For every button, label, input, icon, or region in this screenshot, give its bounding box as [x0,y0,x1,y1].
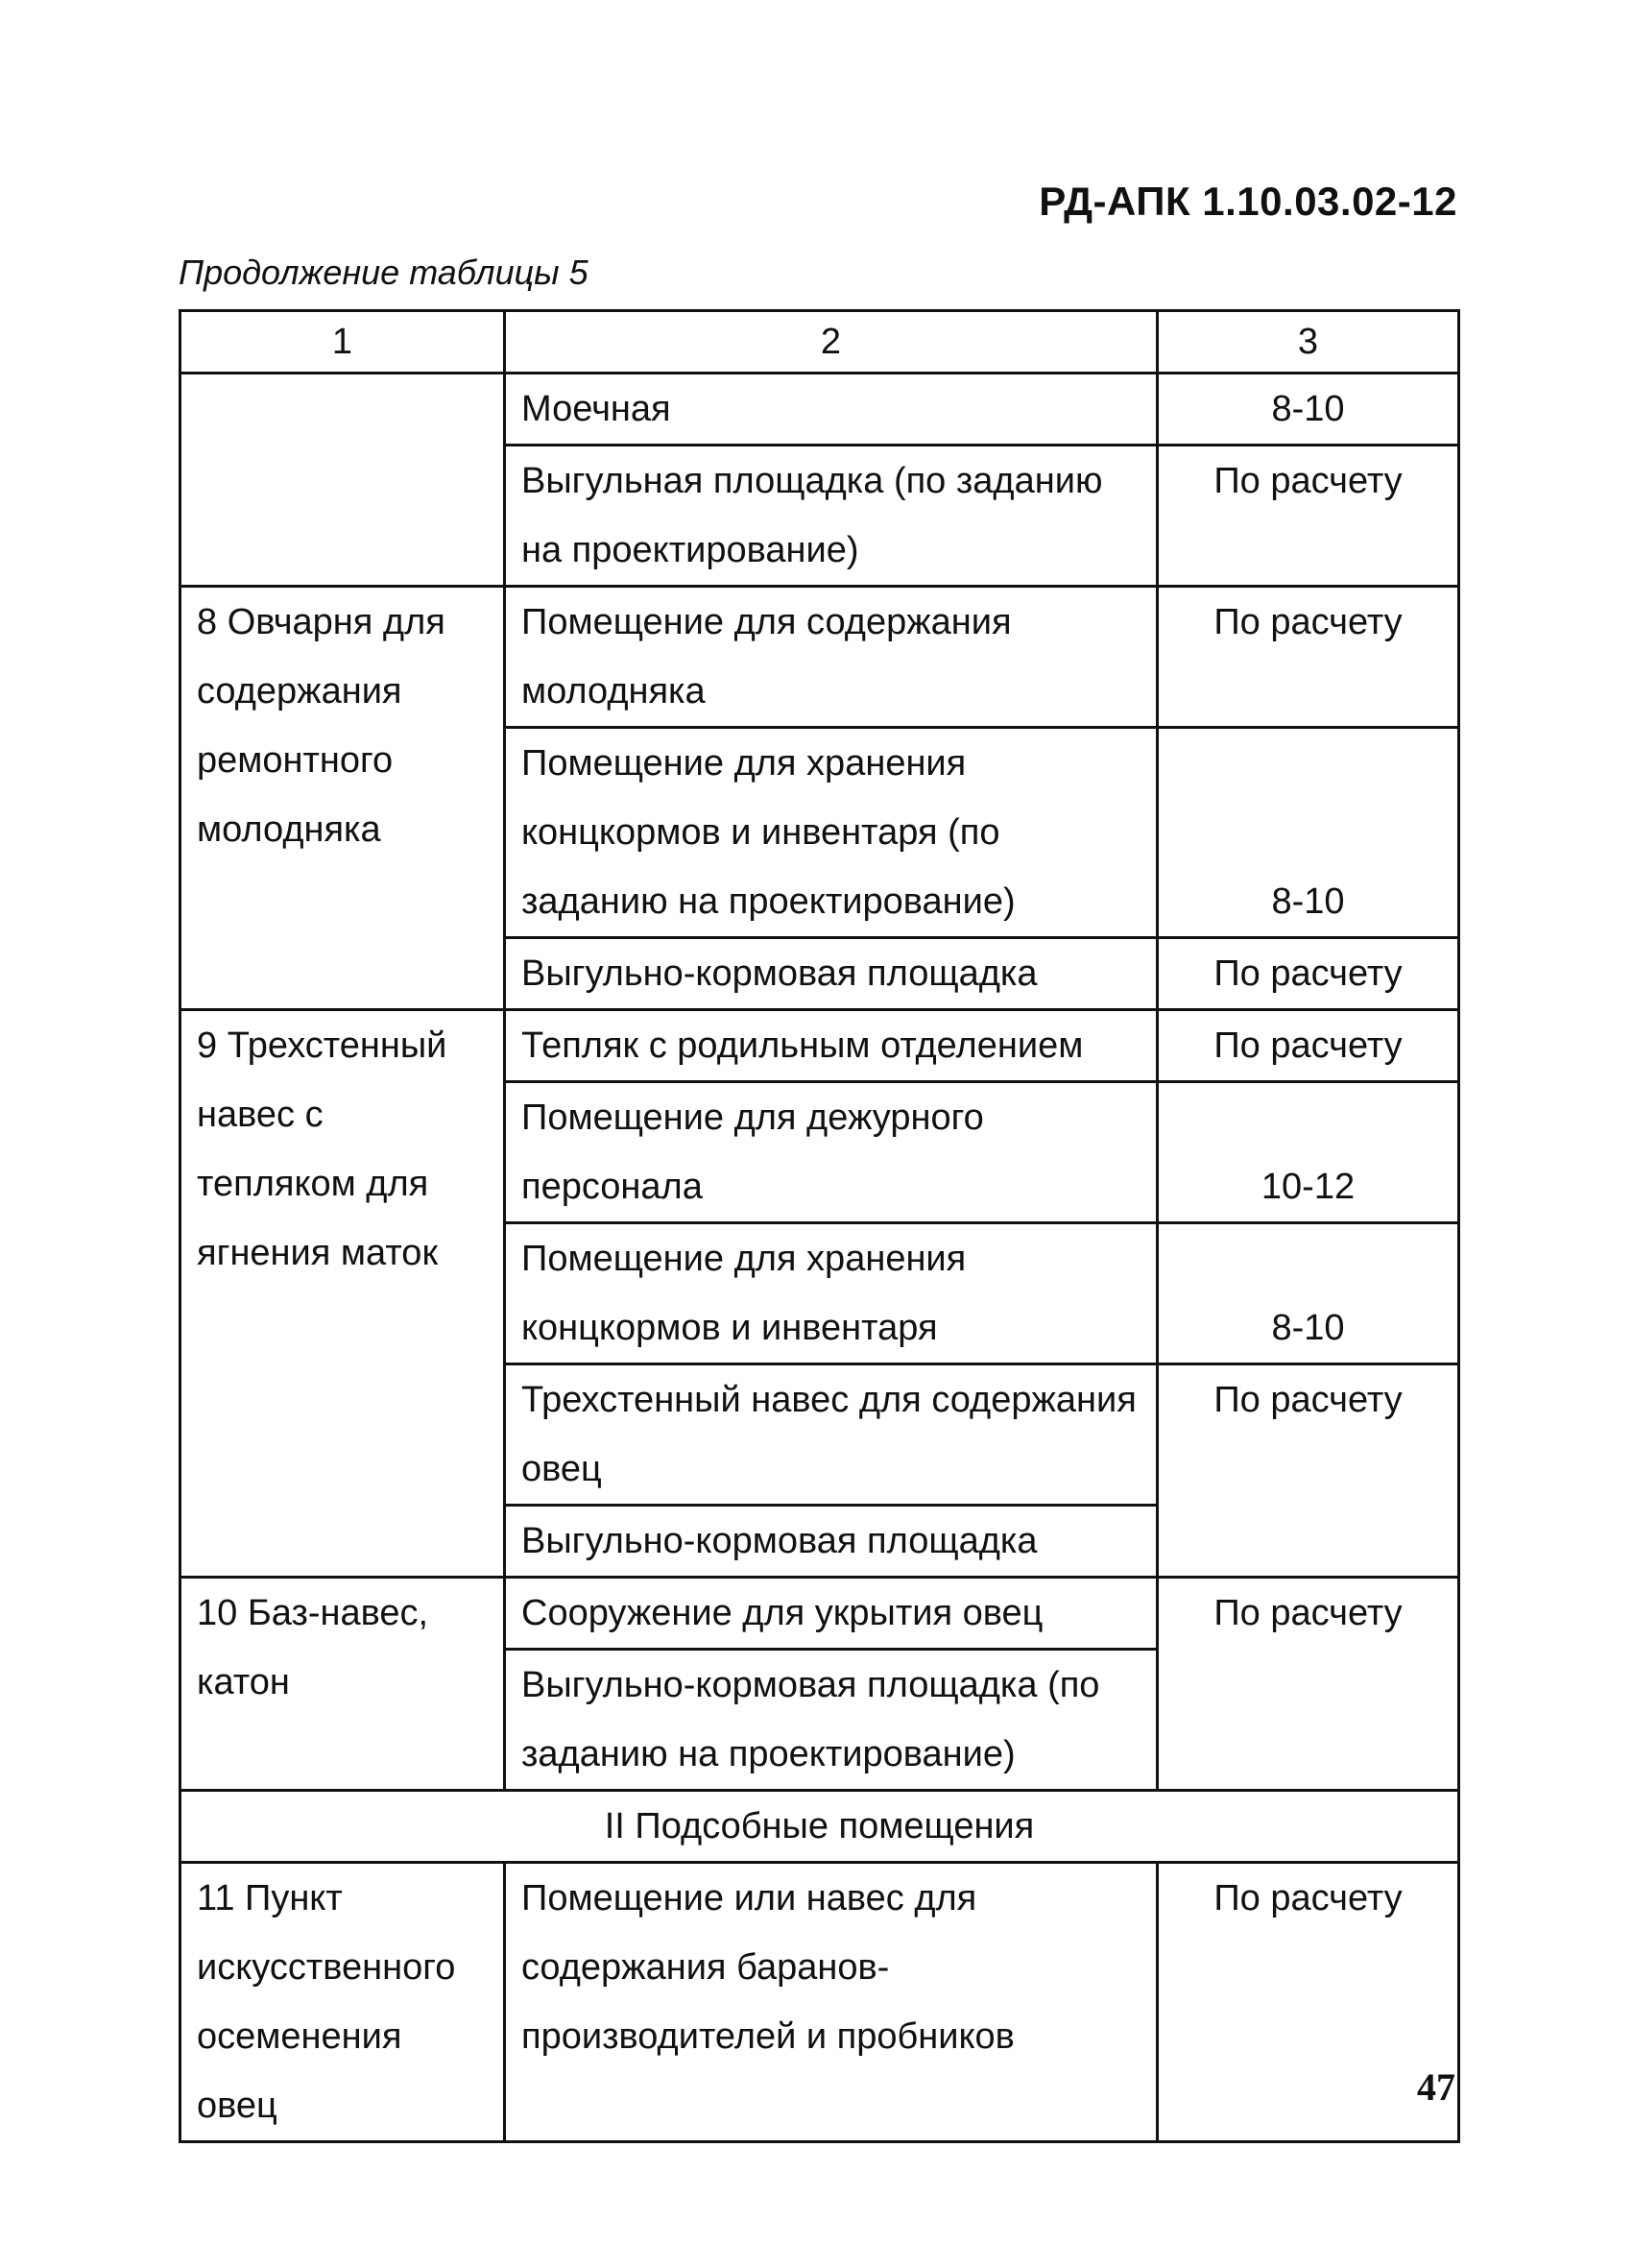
room-cell: Сооружение для укрытия овец [505,1578,1158,1650]
table-header-row [180,311,1459,374]
table-row [180,587,1459,728]
room-cell: Помещение для содержания молодняка [505,587,1158,728]
column-header-2: 2 [505,311,1158,374]
area-cell: По расчету [1158,446,1459,587]
room-cell: Моечная [505,374,1158,446]
building-cell: 11 Пункт искусственного осеменения овец [180,1863,505,2142]
room-cell: Помещение для хранения концкормов и инвентаря (по заданию на проектирование) [505,728,1158,938]
table-continuation-caption: Продолжение таблицы 5 [179,253,588,292]
area-cell: По расчету [1158,1863,1459,2142]
area-cell: По расчету [1158,938,1459,1010]
building-cell [180,374,505,587]
area-cell: По расчету [1158,1364,1459,1578]
table-row [180,1578,1459,1650]
area-cell: 8-10 [1158,374,1459,446]
room-cell: Тепляк с родильным отделением [505,1010,1158,1082]
table-row [180,1010,1459,1082]
column-header-1: 1 [180,311,505,374]
building-cell: 8 Овчарня для содержания ремонтного молодняка [180,587,505,1010]
room-cell: Трехстенный навес для содержания овец [505,1364,1158,1506]
room-cell: Помещение для хранения концкормов и инвентаря [505,1223,1158,1364]
document-code: РД-АПК 1.10.03.02-12 [1039,179,1457,224]
section-row [180,1791,1459,1863]
area-cell: 8-10 [1158,1223,1459,1364]
column-header-3: 3 [1158,311,1459,374]
room-cell: Выгульно-кормовая площадка (по заданию на проектирование) [505,1650,1158,1791]
area-cell: По расчету [1158,1010,1459,1082]
room-cell: Выгульно-кормовая площадка [505,938,1158,1010]
room-cell: Выгульно-кормовая площадка [505,1506,1158,1578]
area-cell: 10-12 [1158,1082,1459,1223]
room-norms-table [179,309,1460,2143]
area-cell: По расчету [1158,587,1459,728]
building-cell: 9 Трехстенный навес с тепляком для ягнения маток [180,1010,505,1578]
page-number: 47 [1417,2065,1455,2109]
area-cell: 8-10 [1158,728,1459,938]
area-cell: По расчету [1158,1578,1459,1791]
room-cell: Помещение или навес для содержания баранов-производителей и пробников [505,1863,1158,2142]
room-cell: Выгульная площадка (по заданию на проектирование) [505,446,1158,587]
table-row [180,374,1459,446]
building-cell: 10 Баз-навес, катон [180,1578,505,1791]
section-title: II Подсобные помещения [180,1791,1459,1863]
room-cell: Помещение для дежурного персонала [505,1082,1158,1223]
table-row [180,1863,1459,2142]
